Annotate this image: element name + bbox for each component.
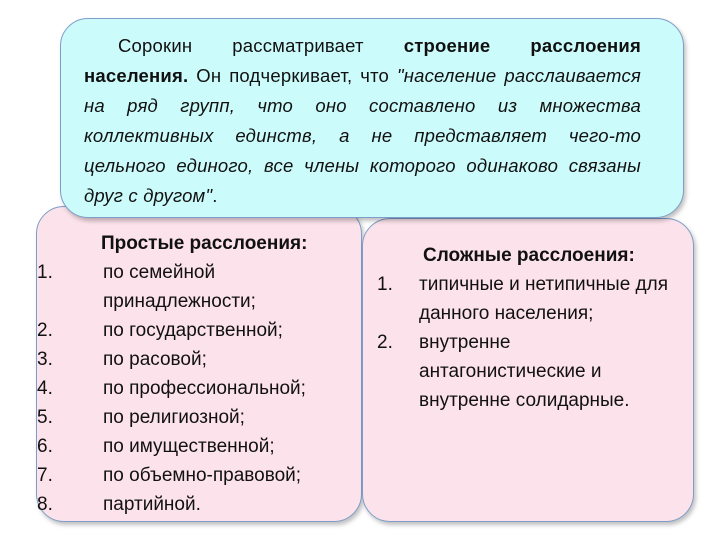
intro-box: [60, 18, 684, 218]
list-item: [37, 490, 361, 519]
list-text: по государственной;: [103, 320, 283, 341]
list-text: по имущественной;: [103, 436, 275, 457]
simple-strata-box: [36, 206, 362, 522]
list-text: типичные и нетипичные для данного населения;: [419, 274, 669, 324]
list-item: [37, 345, 361, 374]
list-item: [37, 258, 361, 316]
list-item: [377, 328, 693, 415]
complex-strata-heading: Сложные расслоения:: [423, 245, 635, 266]
intro-lead: Сорокин рассматривает: [118, 35, 404, 56]
list-number: 6.: [37, 436, 53, 457]
intro-paragraph: [84, 31, 641, 211]
simple-strata-heading: Простые расслоения:: [101, 233, 308, 254]
intro-middle: Он подчеркивает, что: [188, 65, 397, 86]
list-text: внутренне антагонистические и внутренне солидарные.: [419, 332, 630, 411]
list-text: по религиозной;: [103, 407, 245, 428]
list-number: 2.: [37, 320, 53, 341]
list-number: 4.: [37, 378, 53, 399]
complex-strata-box: [362, 218, 694, 522]
list-number: 1.: [37, 262, 53, 283]
list-item: [377, 270, 693, 328]
list-text: партийной.: [103, 494, 201, 515]
simple-strata-list: [37, 258, 361, 519]
intro-quote: "население расслаивается на ряд групп, что оно составлено из множества коллективных единств, а не представляет чего-то цельного единого, все члены которого одинаково связаны друг с другом": [84, 65, 641, 206]
list-number: 5.: [37, 407, 53, 428]
list-item: [37, 316, 361, 345]
list-text: по семейной принадлежности;: [103, 262, 256, 312]
list-text: по объемно-правовой;: [103, 465, 302, 486]
list-item: [37, 374, 361, 403]
list-item: [37, 432, 361, 461]
list-number: 2.: [377, 332, 393, 353]
list-number: 1.: [377, 274, 393, 295]
intro-end: .: [212, 185, 218, 206]
intro-bold: строение расслоения населения.: [84, 35, 642, 86]
complex-strata-list: [363, 270, 693, 415]
list-text: по расовой;: [103, 349, 207, 370]
list-number: 7.: [37, 465, 53, 486]
list-item: [37, 403, 361, 432]
list-number: 3.: [37, 349, 53, 370]
list-item: [37, 461, 361, 490]
list-text: по профессиональной;: [103, 378, 306, 399]
list-number: 8.: [37, 494, 53, 515]
